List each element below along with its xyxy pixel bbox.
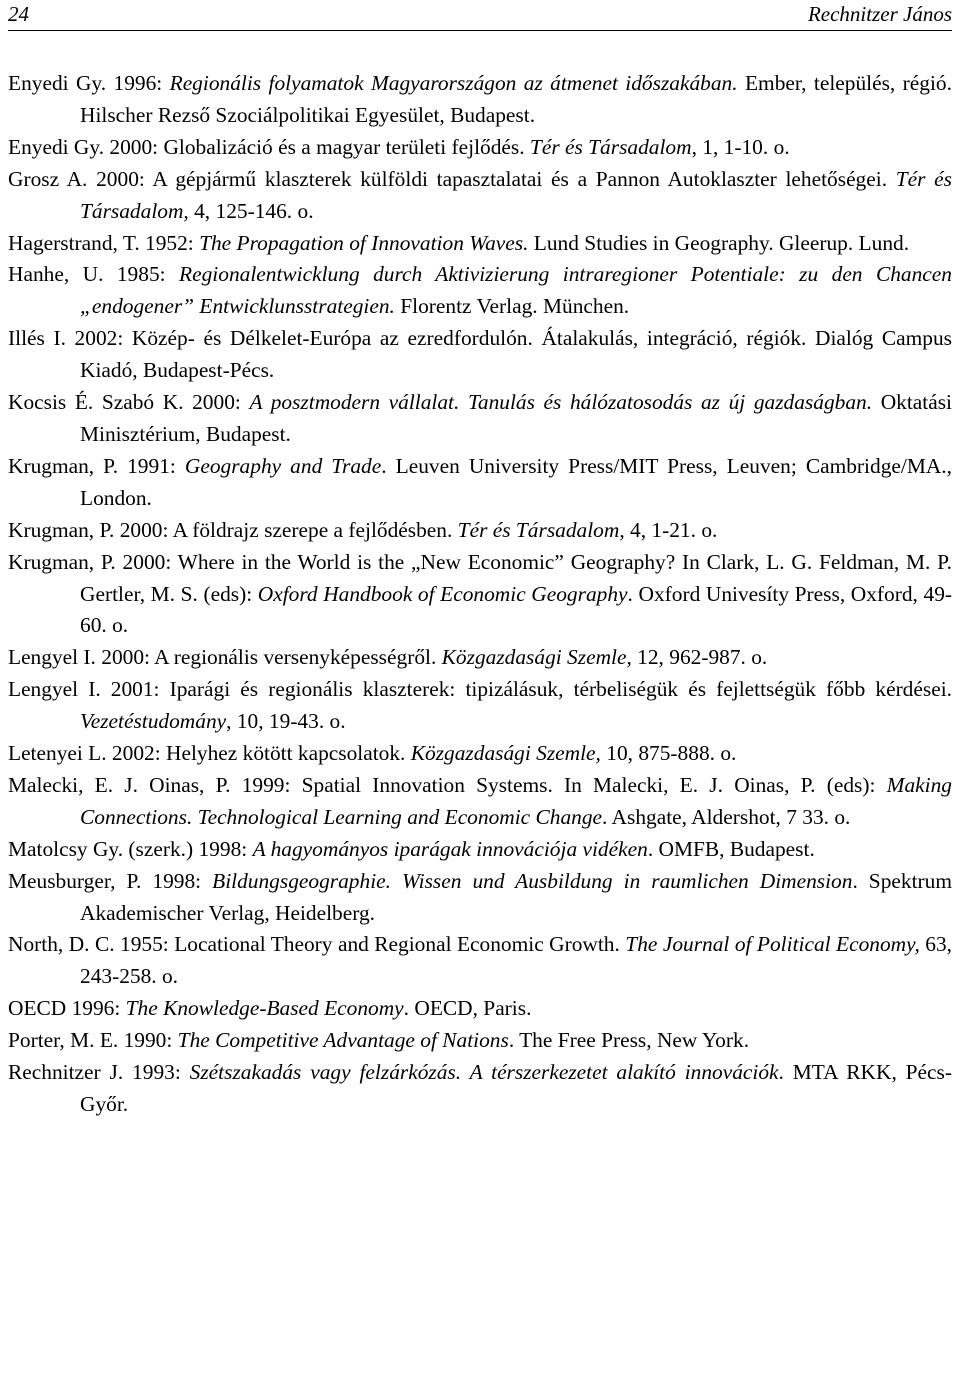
reference-text: Oktatási Minisztérium, Budapest. — [80, 390, 952, 446]
reference-text: Enyedi Gy. 1996: — [8, 71, 170, 95]
reference-entry — [8, 259, 952, 323]
reference-entry — [8, 387, 952, 451]
reference-text: OECD 1996: — [8, 996, 126, 1021]
reference-text: Florentz Verlag. München. — [394, 294, 630, 319]
reference-text: Grosz A. 2000: A gépjármű klaszterek külföldi tapasztalatai és a Pannon Autoklaszter lehetőségei. — [8, 166, 896, 191]
reference-title-italic: Közgazdasági Szemle, — [410, 741, 601, 766]
reference-text: Krugman, P. 2000: A földrajz szerepe a fejlődésben. — [8, 517, 458, 542]
reference-entry — [8, 547, 952, 643]
reference-text: . MTA RKK, Pécs-Győr. — [80, 1060, 952, 1116]
reference-text: . OECD, Paris. — [403, 996, 532, 1021]
reference-list — [8, 68, 952, 1121]
reference-text: 4, 125-146. o. — [188, 198, 314, 223]
reference-text: . Ashgate, Aldershot, 7 33. o. — [602, 804, 851, 829]
reference-title-italic: Regionalentwicklung durch Aktivizierung intraregioner Potentiale: zu den Chancen „endogener” Entwicklunsstrategien. — [80, 262, 952, 319]
reference-text: , 12, 962-987. o. — [626, 645, 768, 670]
reference-title-italic: Vezetéstudomány — [80, 709, 227, 734]
reference-text: Rechnitzer J. 1993: — [8, 1060, 190, 1085]
reference-entry — [8, 228, 952, 260]
reference-title-italic: Making Connections. Technological Learning and Economic Change — [80, 772, 952, 829]
reference-text: Enyedi Gy. 2000: Globalizáció és a magyar területi fejlődés. — [8, 134, 530, 159]
reference-entry — [8, 323, 952, 387]
reference-text: Ember, település, régió. Hilscher Rezső Szociálpolitikai Egyesület, Budapest. — [80, 71, 952, 127]
reference-title-italic: Szétszakadás vagy felzárkózás. A térszerkezetet alakító innovációk — [189, 1060, 779, 1085]
reference-entry — [8, 834, 952, 866]
reference-text: Malecki, E. J. Oinas, P. 1999: Spatial Innovation Systems. In Malecki, E. J. Oinas, P. (eds): — [8, 772, 887, 797]
reference-title-italic: Közgazdasági Szemle — [441, 645, 627, 670]
reference-text: Lengyel I. 2000: A regionális versenyképességről. — [8, 645, 442, 670]
reference-text: North, D. C. 1955: Locational Theory and Regional Economic Growth. — [8, 932, 626, 957]
reference-text: , 1, 1-10. o. — [691, 134, 790, 159]
reference-text: Lengyel I. 2001: Iparági és regionális klaszterek: tipizálásuk, térbeliségük és fejlettségük főbb kérdései. — [8, 677, 952, 702]
reference-text: Illés I. 2002: Közép- és Délkelet-Európa az ezredfordulón. Átalakulás, integráció, régiók. Dialóg Campus Kiadó, Budapest-Pécs. — [8, 326, 952, 383]
reference-title-italic: Regionális folyamatok Magyarországon az átmenet időszakában. — [169, 71, 738, 95]
reference-entry — [8, 770, 952, 834]
reference-title-italic: The Journal of Political Economy, — [625, 932, 920, 957]
reference-entry — [8, 1025, 952, 1057]
reference-title-italic: The Propagation of Innovation Waves. — [199, 230, 529, 255]
reference-text: Hagerstrand, T. 1952: — [8, 230, 200, 255]
reference-title-italic: Tér és Társadalom — [529, 134, 692, 159]
reference-text: Krugman, P. 2000: Where in the World is the „New Economic” Geography? In Clark, L. G. Feldman, M. P. Gertler, M. S. (eds): — [8, 549, 952, 606]
reference-entry — [8, 451, 952, 515]
reference-text: Krugman, P. 1991: — [8, 453, 185, 478]
reference-entry — [8, 642, 952, 674]
reference-entry — [8, 68, 952, 132]
reference-text: . OMFB, Budapest. — [647, 836, 815, 861]
page-number: 24 — [8, 2, 29, 26]
reference-text: 4, 1-21. o. — [624, 517, 718, 542]
reference-title-italic: Tér és Társadalom, — [80, 166, 952, 223]
reference-text: . The Free Press, New York. — [508, 1028, 750, 1053]
reference-text: Lund Studies in Geography. Gleerup. Lund. — [528, 230, 910, 255]
reference-entry — [8, 164, 952, 228]
reference-entry — [8, 866, 952, 930]
reference-text: Porter, M. E. 1990: — [8, 1028, 178, 1053]
reference-title-italic: A hagyományos iparágak innovációja vidéken — [252, 836, 648, 861]
reference-title-italic: The Competitive Advantage of Nations — [177, 1028, 509, 1053]
reference-text: . Spektrum Akademischer Verlag, Heidelberg. — [80, 868, 952, 925]
reference-entry — [8, 132, 952, 164]
reference-text: Hanhe, U. 1985: — [8, 262, 180, 287]
reference-title-italic: Oxford Handbook of Economic Geography — [257, 581, 628, 606]
reference-entry — [8, 929, 952, 993]
reference-title-italic: Bildungsgeographie. Wissen und Ausbildung in raumlichen Dimension — [212, 868, 853, 893]
reference-entry — [8, 738, 952, 770]
reference-text: . Oxford Univesíty Press, Oxford, 49-60. o. — [80, 581, 953, 638]
running-header — [8, 0, 952, 31]
reference-title-italic: A posztmodern vállalat. Tanulás és hálózatosodás az új gazdaságban. — [249, 390, 873, 415]
reference-title-italic: Tér és Társadalom, — [457, 517, 625, 542]
reference-entry — [8, 993, 952, 1025]
reference-text: Kocsis É. Szabó K. 2000: — [8, 390, 250, 415]
reference-title-italic: Geography and Trade — [184, 453, 382, 478]
reference-text: . Leuven University Press/MIT Press, Leuven; Cambridge/MA., London. — [80, 453, 952, 510]
reference-entry — [8, 515, 952, 547]
reference-text: 63, 243-258. o. — [80, 932, 952, 989]
running-head-author: Rechnitzer János — [807, 2, 952, 26]
reference-text: 10, 875-888. o. — [600, 741, 737, 766]
reference-text: Matolcsy Gy. (szerk.) 1998: — [8, 836, 253, 861]
reference-title-italic: The Knowledge-Based Economy — [125, 996, 404, 1021]
reference-text: Letenyei L. 2002: Helyhez kötött kapcsolatok. — [8, 741, 411, 766]
reference-entry — [8, 1057, 952, 1121]
reference-text: Meusburger, P. 1998: — [8, 868, 213, 893]
reference-text: , 10, 19-43. o. — [226, 709, 346, 734]
reference-entry — [8, 674, 952, 738]
